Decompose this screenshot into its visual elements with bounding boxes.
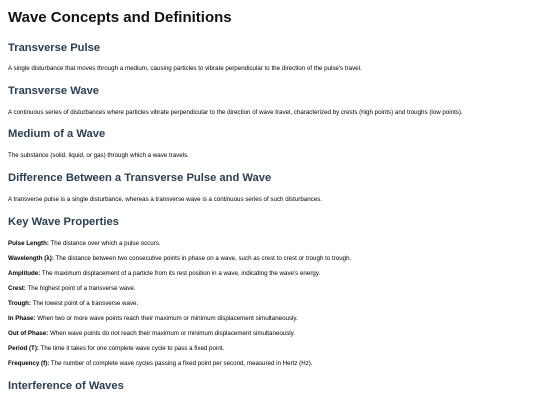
property-item-pulse-length <box>8 240 161 248</box>
property-item-period <box>8 345 224 353</box>
property-term: Out of Phase: <box>8 330 49 337</box>
property-term: In Phase: <box>8 315 36 322</box>
property-term: Period (T): <box>8 345 39 352</box>
property-term: Crest: <box>8 285 26 292</box>
property-definition: The highest point of a transverse wave. <box>25 285 136 292</box>
property-definition: The number of complete wave cycles passing a fixed point per second, measured in Hertz (Hz). <box>49 360 313 367</box>
property-term: Wavelength (λ): <box>8 255 54 262</box>
section-text-transverse-wave: A continuous series of disturbances where particles vibrate perpendicular to the direction of wave travel, characterized by crests (high points) and troughs (low points). <box>8 109 463 116</box>
section-heading-difference: Difference Between a Transverse Pulse and Wave <box>8 172 272 184</box>
interference-heading: Interference of Waves <box>8 380 124 392</box>
property-term: Pulse Length: <box>8 240 49 247</box>
property-term: Amplitude: <box>8 270 41 277</box>
property-definition: The lowest point of a transverse wave. <box>31 300 139 307</box>
property-item-amplitude <box>8 270 320 278</box>
section-text-medium: The substance (solid, liquid, or gas) through which a wave travels. <box>8 152 189 159</box>
page-title: Wave Concepts and Definitions <box>8 9 232 26</box>
property-term: Trough: <box>8 300 32 307</box>
section-text-transverse-pulse: A single disturbance that moves through a medium, causing particles to vibrate perpendicular to the direction of the pulse's travel. <box>8 65 362 72</box>
section-heading-transverse-pulse: Transverse Pulse <box>8 42 101 54</box>
property-definition: The distance between two consecutive points in phase on a wave, such as crest to crest or trough to trough. <box>53 255 352 262</box>
properties-heading: Key Wave Properties <box>8 216 119 228</box>
property-definition: The distance over which a pulse occurs. <box>48 240 161 247</box>
section-heading-medium: Medium of a Wave <box>8 128 106 140</box>
property-term: Frequency (f): <box>8 360 50 367</box>
property-item-frequency <box>8 360 313 368</box>
section-heading-transverse-wave: Transverse Wave <box>8 85 100 97</box>
property-item-out-of-phase <box>8 330 295 338</box>
property-definition: The maximum displacement of a particle from its rest position in a wave, indicating the wave's energy. <box>40 270 321 277</box>
property-definition: The time it takes for one complete wave cycle to pass a fixed point. <box>38 345 225 352</box>
property-item-trough <box>8 300 138 308</box>
property-definition: When two or more wave points reach their maximum or minimum displacement simultaneously. <box>35 315 298 322</box>
property-item-wavelength <box>8 255 351 263</box>
section-text-difference: A transverse pulse is a single disturbance, whereas a transverse wave is a continuous series of such disturbances. <box>8 196 323 203</box>
property-item-crest <box>8 285 136 293</box>
property-definition: When wave points do not reach their maximum or minimum displacement simultaneously. <box>48 330 296 337</box>
property-item-in-phase <box>8 315 298 323</box>
